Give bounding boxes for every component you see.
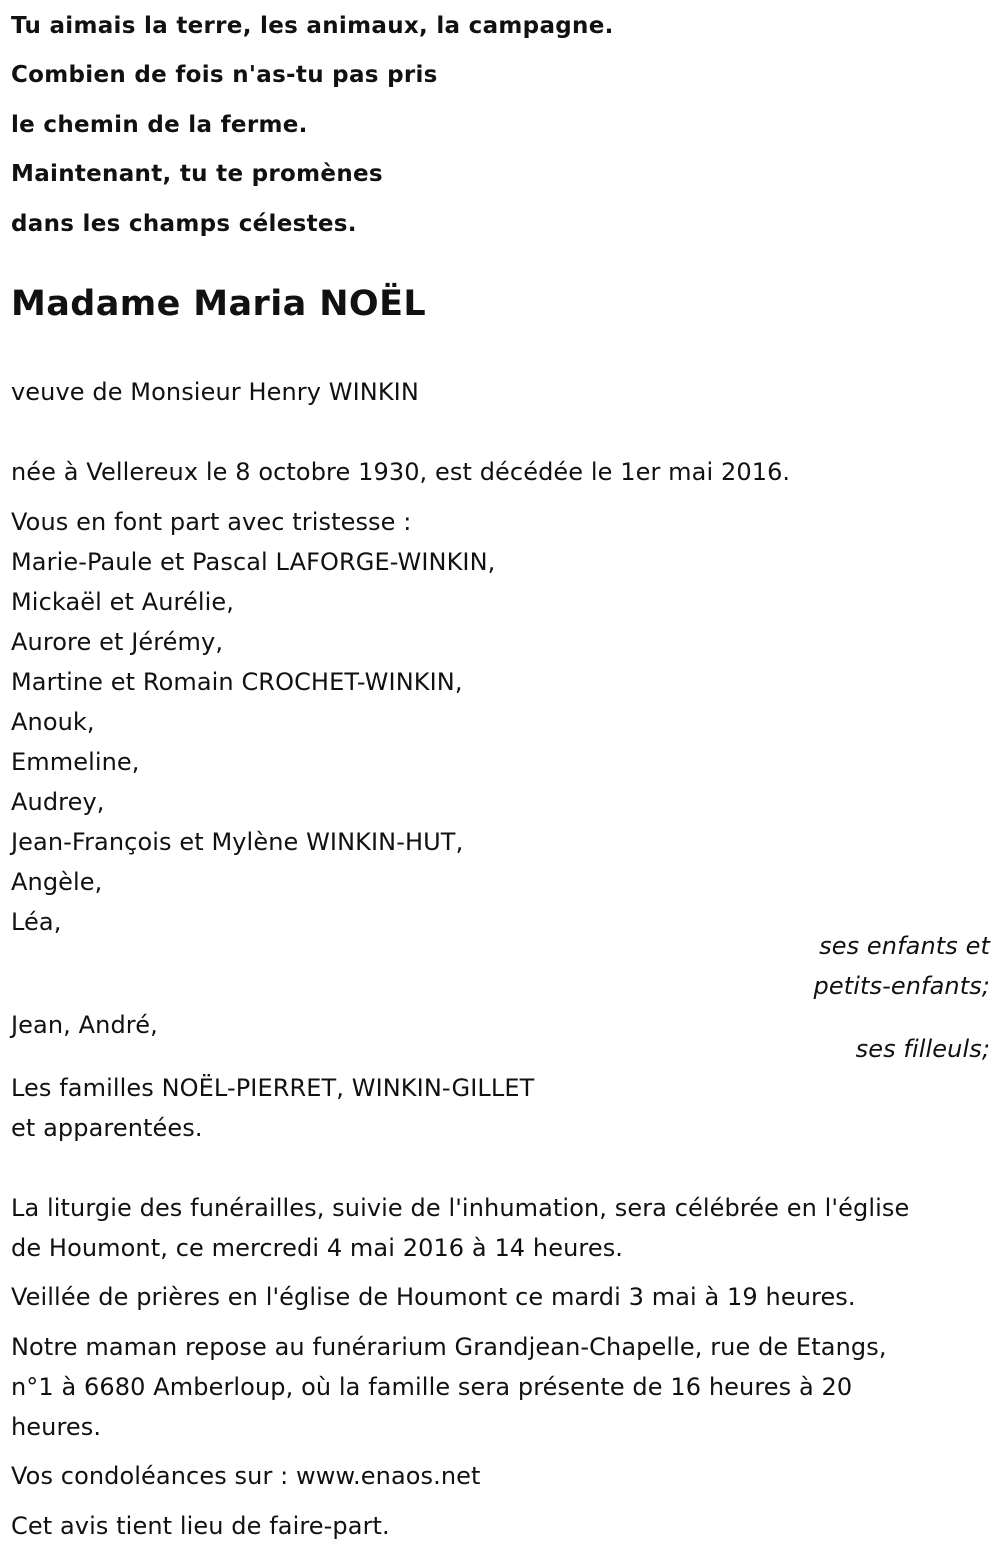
family-member: Audrey, <box>11 788 105 816</box>
families-line: Les familles NOËL-PIERRET, WINKIN-GILLET <box>11 1074 535 1102</box>
grandchildren-label: petits-enfants; <box>813 972 990 1000</box>
family-member: Aurore et Jérémy, <box>11 628 224 656</box>
birth-death: née à Vellereux le 8 octobre 1930, est décédée le 1er mai 2016. <box>11 458 791 486</box>
liturgy-line-2: de Houmont, ce mercredi 4 mai 2016 à 14 heures. <box>11 1234 624 1262</box>
family-member: Emmeline, <box>11 748 140 776</box>
family-member: Jean-François et Mylène WINKIN-HUT, <box>11 828 464 856</box>
widow-of: veuve de Monsieur Henry WINKIN <box>11 378 419 406</box>
family-member: Anouk, <box>11 708 95 736</box>
family-member: Angèle, <box>11 868 103 896</box>
poem-line-5: dans les champs célestes. <box>11 211 357 237</box>
funeral-home-line-3: heures. <box>11 1413 102 1441</box>
godchildren-names: Jean, André, <box>11 1011 158 1039</box>
notice-statement: Cet avis tient lieu de faire-part. <box>11 1512 390 1540</box>
family-member: Léa, <box>11 908 62 936</box>
poem-line-1: Tu aimais la terre, les animaux, la campagne. <box>11 13 614 39</box>
funeral-home-line-1: Notre maman repose au funérarium Grandjean-Chapelle, rue de Etangs, <box>11 1333 887 1361</box>
liturgy-line-1: La liturgie des funérailles, suivie de l'inhumation, sera célébrée en l'église <box>11 1194 910 1222</box>
poem-line-4: Maintenant, tu te promènes <box>11 161 383 187</box>
funeral-home-line-2: n°1 à 6680 Amberloup, où la famille sera présente de 16 heures à 20 <box>11 1373 853 1401</box>
godchildren-label: ses filleuls; <box>855 1035 990 1063</box>
poem-line-2: Combien de fois n'as-tu pas pris <box>11 62 438 88</box>
vigil-info: Veillée de prières en l'église de Houmont ce mardi 3 mai à 19 heures. <box>11 1283 856 1311</box>
family-intro: Vous en font part avec tristesse : <box>11 508 412 536</box>
condolences-info: Vos condoléances sur : www.enaos.net <box>11 1462 481 1490</box>
poem-line-3: le chemin de la ferme. <box>11 112 308 138</box>
family-member: Marie-Paule et Pascal LAFORGE-WINKIN, <box>11 548 496 576</box>
children-label: ses enfants et <box>819 932 990 960</box>
deceased-name: Madame Maria NOËL <box>11 284 427 324</box>
families-related: et apparentées. <box>11 1114 203 1142</box>
family-member: Mickaël et Aurélie, <box>11 588 234 616</box>
family-member: Martine et Romain CROCHET-WINKIN, <box>11 668 463 696</box>
